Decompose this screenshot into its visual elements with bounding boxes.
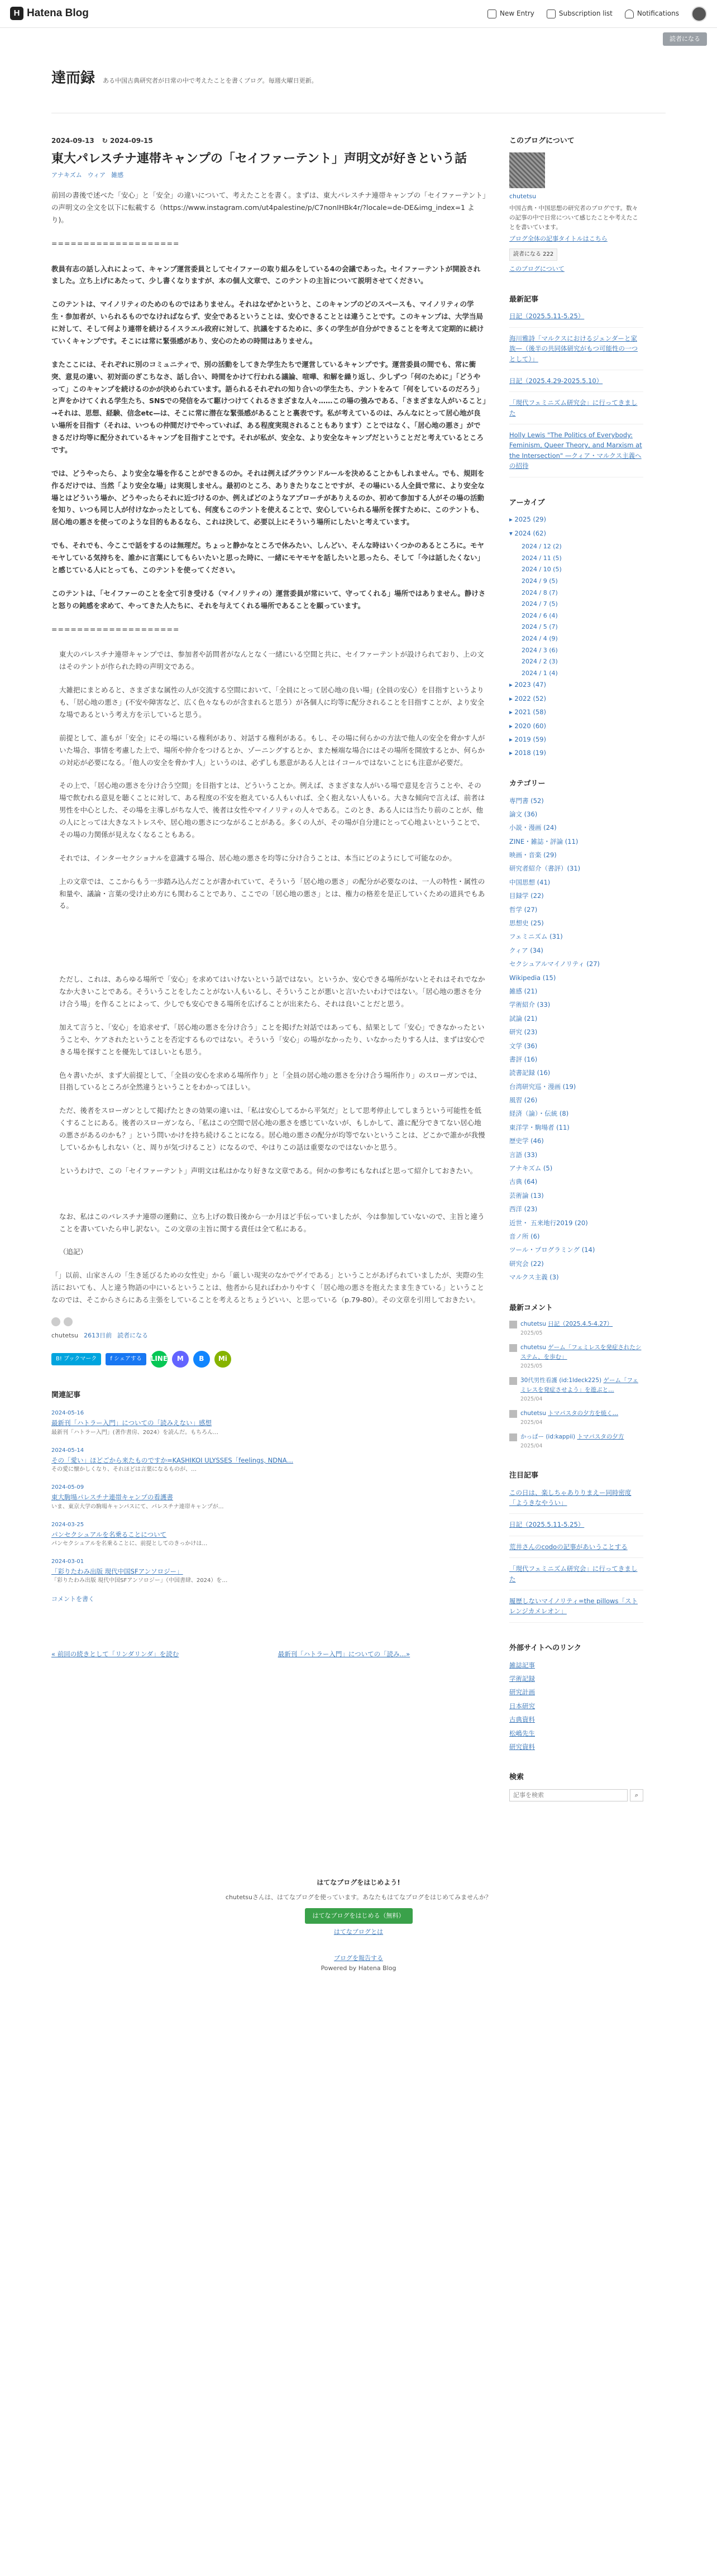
post-title[interactable]: 東大パレスチナ連帯キャンプの「セイファーテント」声明文が好きという話 bbox=[51, 151, 467, 166]
category-item[interactable]: 風習 (26) bbox=[509, 1096, 538, 1105]
featured-section bbox=[509, 1470, 643, 1623]
comment-user[interactable]: chutetsu bbox=[520, 1344, 546, 1351]
post-paragraph: 前回の書後で述べた「安心」と「安全」の違いについて、考えたことを書く。まずは、東大パレスチナ連帯キャンプの「セイファーテント」の声明文の全文を以下に転載する（https://www.instagram.com/ut4palestine/p/C7nonIHBk4r/?locale=de-DE&img_index=1 より)。 bbox=[51, 191, 486, 224]
comment-user-icon bbox=[509, 1377, 517, 1385]
comment-target[interactable]: トマパスタの夕方 bbox=[577, 1433, 624, 1440]
comment-user[interactable]: かっぱー (id:kappii) bbox=[520, 1433, 576, 1440]
external-link[interactable]: 研究資料 bbox=[509, 1742, 535, 1751]
post-paragraph: では、どうやったら、より安全な場を作ることができるのか。それは例えばグラウンドルールを決めることかもしれません。でも、規則を作るだけでは、当然「より安全な場」は実現しません。最初のところ、ありきたりなことですが、その場にいる人全員で常に、より安全な場とはどういう場か、どうやったらそれに近づけるのか、例えばどのようなアプローチがありえるのか、初めて参加する人がその場の活動を知り、いつも同じ人が付けなかったとしても、何度もこのテントを使えることで、安心していられる場所を探すために、このテントも、居心地の悪さを使ってのような目的もあるなら、これは決して、必要以上にそういう場所にしたいと考えています。 bbox=[51, 469, 485, 527]
related-item[interactable] bbox=[51, 1483, 487, 1511]
hatena-bookmark-button[interactable]: B! ブックマーク bbox=[51, 1353, 101, 1365]
search-icon[interactable]: ⌕ bbox=[630, 1789, 643, 1801]
prev-post-link[interactable]: « 前回の続きとして「リンダリンダ」を読む bbox=[51, 1650, 179, 1658]
recent-heading: 最新記事 bbox=[509, 295, 539, 304]
new-entry-button[interactable] bbox=[487, 8, 534, 19]
post-paragraph: （追記） bbox=[59, 1248, 88, 1256]
comment-target[interactable]: ゲーム「フェミレスを発症させよう」を遊ぶと… bbox=[520, 1377, 638, 1393]
comment-item[interactable] bbox=[509, 1320, 643, 1337]
blog-title[interactable]: 達而録 bbox=[51, 70, 95, 87]
archive-item[interactable]: ▸ 2020 (60) bbox=[509, 721, 546, 730]
category-item[interactable]: クィア (34) bbox=[509, 946, 543, 954]
about-heading: このブログについて bbox=[509, 136, 575, 145]
pencil-icon bbox=[487, 9, 496, 18]
top-bar bbox=[0, 0, 717, 28]
category-item[interactable]: 中国思想 (41) bbox=[509, 878, 551, 886]
related-snippet: パンセクシュアルを名乗ることに、前提としてのきっかけは… bbox=[51, 1540, 208, 1547]
category-item[interactable]: 西洋 (23) bbox=[509, 1205, 538, 1213]
featured-post-link[interactable]: 「現代フェミニズム研究会」に行ってきました bbox=[509, 1564, 643, 1590]
archive-item[interactable]: 2024 / 3 (6) bbox=[522, 646, 558, 654]
category-item[interactable]: 芸術論 (13) bbox=[509, 1191, 544, 1199]
comment-item[interactable] bbox=[509, 1376, 643, 1403]
related-date: 2024-03-01 bbox=[51, 1558, 84, 1565]
comment-user-icon bbox=[509, 1410, 517, 1418]
post-tag[interactable]: アナキズム bbox=[51, 171, 82, 179]
category-item[interactable]: 書評 (16) bbox=[509, 1055, 538, 1063]
comment-time: 2025/04 bbox=[520, 1442, 543, 1449]
archive-item[interactable]: ▸ 2019 (59) bbox=[509, 735, 546, 743]
archive-item[interactable]: 2024 / 7 (5) bbox=[522, 600, 558, 608]
category-item[interactable]: 近世・ 五来地行2019 (20) bbox=[509, 1218, 588, 1227]
share-buttons bbox=[51, 1351, 487, 1368]
subscription-label: Subscription list bbox=[558, 9, 613, 17]
user-avatar[interactable] bbox=[691, 6, 707, 22]
post-paragraph: このテントは、マイノリティのためのものではありません。それはなぜかというと、このキャンプのどのスペースも、マイノリティの学生・参加者が、いられるものでなければならず、安全であるということは、安心できることとは違うことです。このキャンプは、大学当局に対して、そして何より連帯を続けるイスラエル政府に対して、抗議をするために、多くの学生が自分ができることを考えて定期的に続けていくキャンプです。そこには常に緊張感があり、安心のための時間はありません。 bbox=[51, 300, 484, 345]
search-input[interactable] bbox=[509, 1789, 628, 1801]
comment-item[interactable] bbox=[509, 1343, 643, 1370]
subscribe-button[interactable]: 読者になる bbox=[663, 32, 707, 46]
post-paragraph: でも、それでも、今ここで話をするのは無理だ。ちょっと静かなところで休みたい、しんどい、そんな時はいくつかのあるところに。モヤモヤしている気持ちを、誰かに言葉にしてもらいたいと思った時に、一緒にモヤモヤを話したいと思ったら、そして「今は話したくない」と感じている人にとっても、このテントを使ってください。 bbox=[51, 541, 485, 574]
subscription-list-button[interactable] bbox=[547, 8, 613, 19]
category-item[interactable]: 雑感 (21) bbox=[509, 987, 538, 995]
category-section bbox=[509, 778, 643, 1283]
footer-title: はてなブログをはじめよう! bbox=[317, 1879, 400, 1887]
comment-target[interactable]: ゲーム「フェミレスを発症されたシステム、を歩む」 bbox=[520, 1344, 642, 1361]
comment-body bbox=[520, 1320, 613, 1337]
blog-header bbox=[51, 67, 666, 113]
category-item[interactable]: 古典 (64) bbox=[509, 1178, 538, 1186]
footer-text: chutetsuさんは、はてなブログを使っています。あなたもはてなブログをはじめてみませんか？ bbox=[225, 1894, 492, 1901]
archive-item[interactable]: ▸ 2022 (52) bbox=[509, 694, 546, 702]
post-paragraph: このテントは、「セイファーのことを全て引き受ける（マイノリティの）運営委員が常にいて、守ってくれる」場所ではありません。静けさと怒りの鈍感を求めて、やってきた人たちに、それを与えてくれる場所であることを願っています。 bbox=[51, 589, 486, 610]
related-title[interactable]: 最新刊「ハトラー入門」についての「読みえない」感想 bbox=[51, 1419, 212, 1427]
comment-body bbox=[520, 1376, 643, 1403]
category-item[interactable]: 音ノ所 (6) bbox=[509, 1232, 540, 1240]
comment-item[interactable] bbox=[509, 1432, 643, 1450]
hatena-blog-logo[interactable] bbox=[10, 5, 89, 22]
related-snippet: 「彩りたわみ出版 現代中国SFアンソロジー」（中国書肆、2024）を… bbox=[51, 1578, 228, 1584]
related-title[interactable]: その「愛い」ほどごから来たものですか=KASHIKOI ULYSSES「feelings, NDNA… bbox=[51, 1456, 294, 1464]
post-paragraph: 東大のパレスチナ連帯キャンプでは、参加者や訪問者がなんとなく一緒にいる空間と共に、セイファーテントが設けられており、上の文はそのテントが作られた時の声明文である。 bbox=[59, 650, 484, 671]
list-icon bbox=[547, 9, 556, 18]
star-icon[interactable] bbox=[64, 1317, 73, 1326]
related-item[interactable] bbox=[51, 1521, 487, 1549]
about-section bbox=[509, 136, 643, 274]
related-item[interactable] bbox=[51, 1409, 487, 1437]
post-paragraph: 前提として、誰もが「安全」にその場にいる権利があり、対話する権利がある。もし、その場に何らかの方法で他人の安全を脅かす人がいた場合、事情を考慮した上で、場所や仲介をつけるとか、ゾーニングするとか、また極端な場合にはその場所を開放するとか、何らかの対応が必要になる。「他人の安全を脅かす人」というのは、必ずしも悪意がある人とはイコールではないことにも注意が必要だ。 bbox=[59, 733, 485, 767]
category-item[interactable]: 台湾研究巡・漫画 (19) bbox=[509, 1082, 576, 1091]
related-snippet: 最新刊「ハトラー入門」(著作書房、2024）を読んだ。もちろん… bbox=[51, 1429, 219, 1436]
category-item[interactable]: 研究 (23) bbox=[509, 1028, 538, 1036]
comment-body bbox=[520, 1432, 624, 1450]
archive-section bbox=[509, 498, 643, 758]
post-time-link[interactable]: 2613日前 bbox=[84, 1331, 112, 1339]
related-snippet: その愛に懐かしくなり、それほどは言葉になるものが、… bbox=[51, 1466, 197, 1473]
external-link[interactable]: 古典資料 bbox=[509, 1715, 535, 1724]
archive-item[interactable]: 2024 / 11 (5) bbox=[522, 554, 562, 562]
write-comment-link[interactable]: コメントを書く bbox=[51, 1595, 94, 1603]
post-paragraph: 上の文章では、ここからもう一歩踏み込んだことが書かれていて、そういう「居心地の悪さ」の配分が必要なのは、一人の特性・属性の和量や、議論・言葉の受け止め方にも関わることであり、ここでの「居心地の悪さ」とは、権力の格差を是正していくための道具でもある。 bbox=[59, 877, 485, 910]
related-date: 2024-05-16 bbox=[51, 1410, 84, 1417]
links-heading: 外部サイトへのリンク bbox=[509, 1643, 581, 1652]
featured-post-link[interactable]: 荒井さんのcodoの記事があいうことする bbox=[509, 1542, 643, 1558]
notifications-button[interactable] bbox=[625, 8, 679, 19]
category-item[interactable]: 映画・音楽 (29) bbox=[509, 851, 557, 859]
related-heading: 関連記事 bbox=[51, 1390, 81, 1399]
post-paragraph: ただ、後者をスローガンとして掲げたときの効果の違いは、「私は安心してるから平気だ」として思考停止してしまうという可能性を低くすることにある。後者のスローガンなら、「私はこの空間で居心地の悪さを感じていないが、もしかして、誰に配分できてない居心地の悪さがあるのかも？」という問いかけを持ち続けることになる。居心地の悪さの配分が均等でないということは、どこかで誰かが我慢しているかもしれない（と、周りが気づけること）になるので、やはりこの話は重要なのではないかと思う。 bbox=[59, 1106, 485, 1151]
archive-item[interactable]: 2024 / 4 (9) bbox=[522, 634, 558, 642]
archive-item[interactable]: ▸ 2018 (19) bbox=[509, 749, 546, 757]
related-articles bbox=[51, 1390, 487, 1604]
mastodon-share-icon[interactable]: M bbox=[172, 1351, 189, 1368]
comment-user[interactable]: 30代男性看護 (id:1ldeck225) bbox=[520, 1377, 602, 1384]
category-item[interactable]: セクシュアルマイノリティ (27) bbox=[509, 960, 600, 968]
related-title[interactable]: 東大駒場パレスチナ連帯キャンプの看護書 bbox=[51, 1493, 173, 1502]
category-heading: カテゴリー bbox=[509, 779, 546, 788]
category-item[interactable]: 思想史 (25) bbox=[509, 919, 544, 928]
related-item[interactable] bbox=[51, 1557, 487, 1585]
notifications-label: Notifications bbox=[637, 9, 679, 17]
category-item[interactable]: 目録学 (22) bbox=[509, 892, 544, 900]
comment-user[interactable]: chutetsu bbox=[520, 1409, 546, 1417]
facebook-share-button[interactable]: f シェアする bbox=[106, 1353, 146, 1365]
updated-date-value: 2024-09-15 bbox=[110, 136, 153, 145]
external-link[interactable]: 雑誌記事 bbox=[509, 1661, 535, 1669]
search-section bbox=[509, 1772, 643, 1801]
pager bbox=[51, 1649, 487, 1659]
external-link[interactable]: 松嶋先生 bbox=[509, 1729, 535, 1737]
comment-time: 2025/04 bbox=[520, 1419, 543, 1426]
comment-time: 2025/04 bbox=[520, 1395, 543, 1402]
post-paragraph: 加えて言うと、「安心」を追求せず、「居心地の悪さを分け合う」ことを掲げた対話ではあっても、結果として「安心」できなかったということや、ケアされたということを否定するものではない。そういう「安心」の場がなかったり、いなかったりする人は、まずは安心できる場を探すことを優先してほしいとも思う。 bbox=[59, 1022, 485, 1056]
post-paragraph: ==================== bbox=[51, 238, 180, 247]
related-date: 2024-05-09 bbox=[51, 1484, 84, 1491]
related-snippet: いま、東京大学の駒場キャンパスにて、パレスチナ連帯キャンプが… bbox=[51, 1503, 224, 1510]
post-dates bbox=[51, 136, 487, 146]
featured-post-link[interactable]: 履歴しないマイノリティ=the pillows「ストレンジカメレオン」 bbox=[509, 1596, 643, 1623]
report-blog-link[interactable]: ブログを報告する bbox=[334, 1954, 383, 1962]
archive-item[interactable]: 2024 / 5 (7) bbox=[522, 623, 558, 631]
spacer bbox=[51, 1188, 487, 1211]
post-paragraph: 「」以前、山家さんの「生き延びるための女性史」から「厳しい現実のなかでゲイである」ということがあげられていましたが、実際の生活においても、人と違う物語の中にいるということは、他者から見ればわかりやすく「居心地の悪さを抱えたまま生きている」ということなのでは、そこからさらにある主張をしていることを考えるとちょうどいい、と思っている（p.79-80）。その文章を引用しておきたい。 bbox=[51, 1271, 485, 1304]
archive-item[interactable]: 2024 / 8 (7) bbox=[522, 589, 558, 596]
category-item[interactable]: フェミニズム (31) bbox=[509, 933, 563, 941]
post-footer bbox=[51, 1317, 487, 1368]
recent-post-link[interactable]: 日記（2025.4.29-2025.5.10） bbox=[509, 376, 643, 392]
category-item[interactable]: ツール・プログラミング (14) bbox=[509, 1246, 595, 1254]
category-item[interactable]: 小説・漫画 (24) bbox=[509, 824, 557, 832]
external-link[interactable]: 研究計画 bbox=[509, 1688, 535, 1696]
external-link[interactable]: 日本研究 bbox=[509, 1702, 535, 1710]
archive-item[interactable]: ▸ 2025 (29) bbox=[509, 515, 546, 524]
category-item[interactable]: アナキズム (5) bbox=[509, 1164, 553, 1173]
comment-item[interactable] bbox=[509, 1409, 643, 1427]
post-paragraph: その上で、「居心地の悪さを分け合う空間」を目指すとは、どういうことか。例えば、さまざまな人がいる場で意見を言うことや、その場で飲むれる意見を聴くことに対して、ある程度の不安を抱えている人もいれば、全く抱えない人もいる。大きな傾向で言えば、前者は男性を中心とした、その場を主導しがちな人で、後者は女性やマイノリティの人々である。このとき、ある人には当たり前のことが、他の人にとっては大きなストレスや、居心地の悪さにつながることがある。多くの人が、その場が自分達にとって心地よいということで、その場の力関係が見えなくなることもある。 bbox=[59, 781, 485, 839]
category-item[interactable]: 言語 (33) bbox=[509, 1150, 538, 1159]
comment-user-icon bbox=[509, 1344, 517, 1352]
category-item[interactable]: 文学 (36) bbox=[509, 1041, 538, 1050]
powered-by[interactable]: Powered by Hatena Blog bbox=[321, 1964, 396, 1972]
post-tag[interactable]: 雑感 bbox=[111, 171, 124, 179]
category-item[interactable]: 歴史学 (46) bbox=[509, 1137, 544, 1145]
comments-section bbox=[509, 1303, 643, 1450]
featured-heading: 注目記事 bbox=[509, 1471, 539, 1480]
site-footer bbox=[0, 1877, 717, 1990]
bluesky-share-icon[interactable]: B bbox=[193, 1351, 210, 1368]
related-title[interactable]: パンセクシュアルを名乗ることについて bbox=[51, 1530, 167, 1538]
profile-image[interactable] bbox=[509, 152, 545, 188]
search-heading: 検索 bbox=[509, 1773, 524, 1782]
archive-heading: アーカイブ bbox=[509, 498, 545, 507]
post-body bbox=[51, 189, 487, 1306]
related-date: 2024-05-14 bbox=[51, 1447, 84, 1454]
category-item[interactable]: 論文 (36) bbox=[509, 810, 538, 818]
about-blog-link[interactable]: このブログについて bbox=[509, 265, 565, 273]
main-column bbox=[51, 136, 487, 1822]
post-paragraph: 教員有志の話し入れによって、キャンプ運営委員としてセイファーの取り組みをしている4の会議であった。セイファーテントが開設されました。立ち上げにあたって、少し書くなりますが、本の個人文章で、このテントの主旨について説明させてください。 bbox=[51, 264, 481, 285]
updated-date: ↻ 2024-09-15 bbox=[102, 136, 153, 145]
next-post-link[interactable]: 最新刊「ハトラー入門」についての「読み…» bbox=[278, 1650, 410, 1658]
post-paragraph: 大雑把にまとめると、さまざまな属性の人が交流する空間において、「全員にとって居心地の良い場」(全員の安心）を目指すというよりも、「居心地の悪さ」(不安や障害など、広く色々なものが含まれると思う）が各個人に均等に配分されることを目指すことが、より安全な場であるという考え方を示していると思う。 bbox=[59, 686, 485, 719]
star-row bbox=[51, 1317, 487, 1326]
related-title[interactable]: 「彩りたわみ出版 現代中国SFアンソロジー」 bbox=[51, 1567, 183, 1575]
post-paragraph: またここには、それぞれに別のコミュニティで、別の活動をしてきた学生たちで運営しているキャンプです。運営委員の間でも、常に衝突、意見の違い、初対面のぎこちなさ、話し合い、時間をかけて行われる議論、喧嘩、和解を繰り返し、少しずつ「何のために」「どうやって」このキャンプを続けるのかが決められています。語られるそれぞれの知り合いの学生たち、テントをみて「何をしているのだろう」と声をかけてくれる学生たち、SNSでの発信をみて駆けつけてくれるさまざまな人々……この場の強みである、「さまざまな人がいること」→それは、思想、経験、信念etc—は、そこに常に潜在な緊張感があることと裏表です。私が考えているのは、みんなにとって居心地が良い場所を目指す（それは、いつもの仲間だけでやっていれば、ある程度実現されることもあります）ことではなく、「居心地の悪さ」ができるだけ均等に配分されているキャンプを目指すことです。それが私が、安全な、より安全なキャンプだということだと考えているところです。 bbox=[51, 360, 486, 454]
archive-item[interactable]: ▸ 2021 (58) bbox=[509, 708, 546, 716]
category-item[interactable]: 専門書 (52) bbox=[509, 796, 544, 805]
archive-item[interactable]: 2024 / 9 (5) bbox=[522, 577, 558, 585]
profile-text: 中国古典・中国思想の研究者のブログです。数々の記事の中で日常について感じたことや考えたことを書いています。 bbox=[509, 204, 638, 231]
bell-icon bbox=[625, 9, 634, 18]
reader-link[interactable]: 読者になる bbox=[117, 1331, 149, 1339]
post-paragraph: というわけで、この「セイファーテント」声明文は私はかなり好きな文章である。何かの参考にもなればと思って紹介しておきたい。 bbox=[59, 1166, 477, 1175]
post-paragraph: ただし、これは、あらゆる場所で「安心」を求めてはいけないという話ではない。というか、安心できる場所がないとそれはそれでなかなか大きいことである。そういうことをしたことがない人もいるし、そういうことが悪いと言いたいわけではない。「居心地の悪さを分け合う場」を作ることによって、少しでも安心できる場所を広げることが出来たら、それは良いことだと思う。 bbox=[59, 975, 485, 1009]
category-item[interactable]: マルクス主義 (3) bbox=[509, 1273, 559, 1282]
comment-user[interactable]: chutetsu bbox=[520, 1321, 546, 1328]
archive-item[interactable]: 2024 / 10 (5) bbox=[522, 566, 562, 573]
post-paragraph: それでは、インターセクショナルを意識する場合、居心地の悪さを均等に分け合うことは、本当にどのようにして可能なのか。 bbox=[59, 853, 456, 862]
recent-post-link[interactable]: 日記（2025.5.11-5.25） bbox=[509, 311, 643, 327]
sidebar bbox=[509, 136, 643, 1822]
misskey-share-icon[interactable]: Mi bbox=[214, 1351, 231, 1368]
category-item[interactable]: 学術紹介 (33) bbox=[509, 1001, 551, 1009]
category-item[interactable]: 経済（論）・伝統 (8) bbox=[509, 1110, 569, 1118]
comment-user-icon bbox=[509, 1321, 517, 1328]
related-item[interactable] bbox=[51, 1446, 487, 1474]
start-blog-button[interactable]: はてなブログをはじめる（無料） bbox=[305, 1908, 413, 1924]
category-item[interactable]: 東洋学・駒場者 (11) bbox=[509, 1123, 570, 1131]
archive-item[interactable]: 2024 / 1 (4) bbox=[522, 669, 558, 677]
new-entry-label: New Entry bbox=[499, 9, 534, 17]
all-posts-link[interactable]: ブログ全体の記事タイトルはこちら bbox=[509, 235, 608, 243]
external-link[interactable]: 学術記録 bbox=[509, 1674, 535, 1683]
blog-description: ある中国古典研究者が日常の中で考えたことを書くブログ。毎週火曜日更新。 bbox=[103, 77, 318, 84]
recent-section bbox=[509, 294, 643, 477]
category-item[interactable]: 研究者紹介（書評）(31) bbox=[509, 864, 581, 873]
comment-user-icon bbox=[509, 1433, 517, 1441]
archive-item[interactable]: ▾ 2024 (62) bbox=[509, 529, 546, 537]
archive-item[interactable]: 2024 / 2 (3) bbox=[522, 658, 558, 666]
links-section bbox=[509, 1643, 643, 1752]
recent-post-link[interactable]: Holly Lewis "The Politics of Everybody: Feminism, Queer Theory, and Marxism at the Intersection" —クィア・マルクス主義への招待 bbox=[509, 430, 643, 477]
published-date[interactable]: 2024-09-13 bbox=[51, 136, 94, 145]
post-paragraph: 色々書いたが、まず大前提として、「全員の安心を求める場所作り」と「全員の居心地の悪さを分け合う場所作り」のスローガンでは、目指しているところが全然違うということをわかってほしい。 bbox=[59, 1070, 481, 1092]
archive-item[interactable]: ▸ 2023 (47) bbox=[509, 681, 546, 689]
comment-target[interactable]: 日記（2025.4.5-4.27） bbox=[548, 1321, 613, 1328]
post-tags bbox=[51, 170, 487, 180]
comment-time: 2025/05 bbox=[520, 1330, 543, 1337]
category-item[interactable]: 研究会 (22) bbox=[509, 1259, 544, 1268]
comment-time: 2025/05 bbox=[520, 1363, 543, 1369]
featured-post-link[interactable]: この日は、楽しちゃありりまえー同時密度「ようきなやうい」 bbox=[509, 1488, 643, 1514]
comment-body bbox=[520, 1409, 618, 1427]
comments-heading: 最新コメント bbox=[509, 1303, 553, 1312]
archive-item[interactable]: 2024 / 12 (2) bbox=[522, 543, 562, 551]
logo-text: Hatena Blog bbox=[27, 7, 89, 20]
category-item[interactable]: Wikipedia (15) bbox=[509, 973, 556, 982]
recent-post-link[interactable]: 「現代フェミニズム研究会」に行ってきました bbox=[509, 398, 643, 424]
spacer bbox=[51, 923, 487, 973]
recent-post-link[interactable]: 海川雅詩「マルクスにおけるジェンダーと家族—（後半の共同体研究がもつ可能性の一つとして）」 bbox=[509, 333, 643, 370]
hatena-logo-icon: H bbox=[10, 7, 23, 20]
about-hatena-link[interactable]: はてなブログとは bbox=[333, 1928, 384, 1935]
readers-button[interactable]: 読者になる 222 bbox=[509, 248, 557, 261]
category-item[interactable]: 試論 (21) bbox=[509, 1014, 538, 1022]
star-icon[interactable] bbox=[51, 1317, 60, 1326]
post-paragraph: ==================== bbox=[51, 624, 180, 633]
profile-name[interactable]: chutetsu bbox=[509, 193, 537, 200]
category-item[interactable]: 読書記録 (16) bbox=[509, 1069, 551, 1077]
comment-body bbox=[520, 1343, 643, 1370]
post-paragraph: なお、私はこのパレスチナ連帯の運動に、立ち上げの数日後から一か月ほど手伝っていましたが、今は参加していないので、主旨と違うことを書いていたら申し訳ない。この文章の主旨に関する責任は全て私にある。 bbox=[59, 1212, 485, 1233]
category-item[interactable]: ZINE・雑誌・評論 (11) bbox=[509, 837, 579, 845]
line-share-icon[interactable]: LINE bbox=[151, 1351, 168, 1368]
archive-item[interactable]: 2024 / 6 (4) bbox=[522, 611, 558, 619]
category-item[interactable]: 哲学 (27) bbox=[509, 905, 538, 914]
related-date: 2024-03-25 bbox=[51, 1521, 84, 1528]
post-tag[interactable]: ウィア bbox=[87, 171, 106, 179]
featured-post-link[interactable]: 日記（2025.5.11-5.25） bbox=[509, 1519, 643, 1536]
comment-target[interactable]: トマパスタの夕方を焼く… bbox=[548, 1409, 619, 1417]
author-link[interactable]: chutetsu bbox=[51, 1331, 79, 1339]
